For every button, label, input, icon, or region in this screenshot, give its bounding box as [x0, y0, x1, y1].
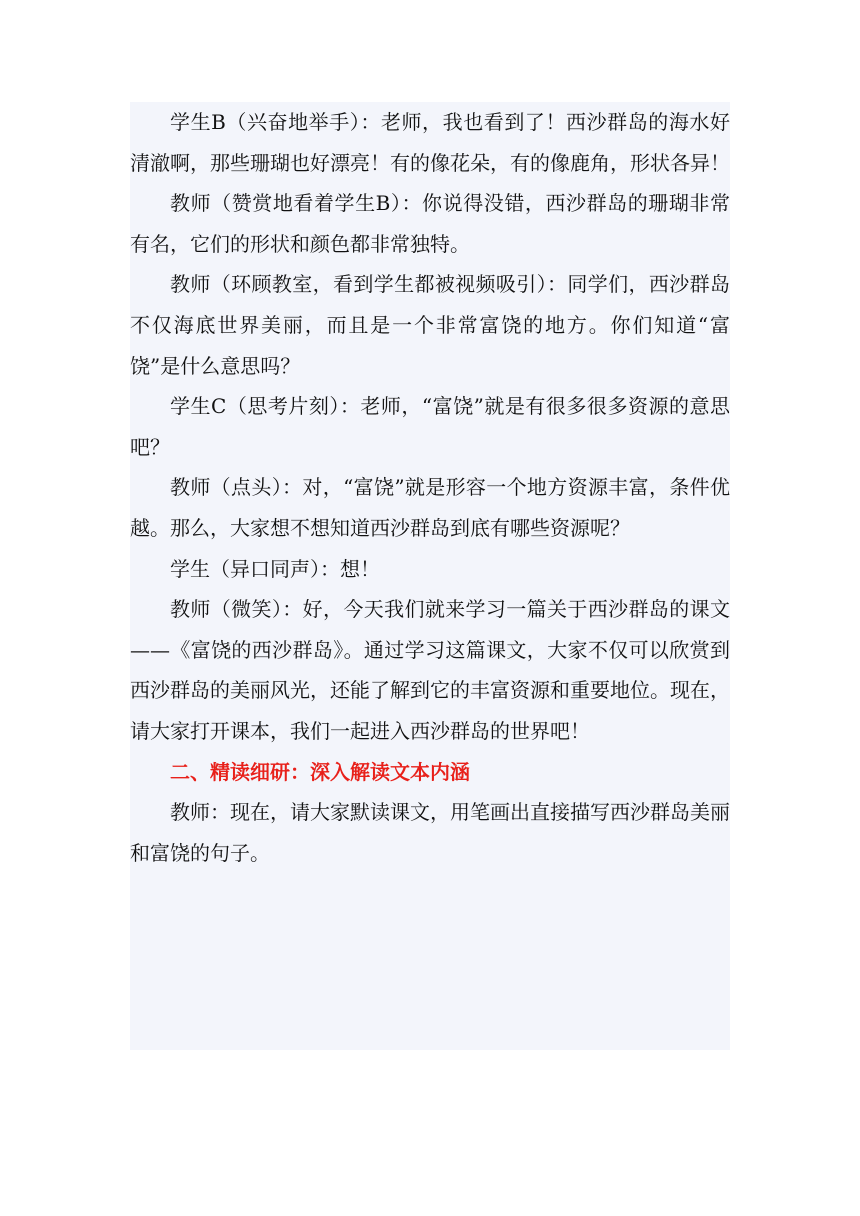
document-text-block: [130, 102, 730, 1050]
paragraph-student-b: 学生B（兴奋地举手）：老师，我也看到了！西沙群岛的海水好清澈啊，那些珊瑚也好漂亮！有的像花朵，有的像鹿角，形状各异！: [130, 110, 730, 175]
paragraph-teacher-instruction: 教师：现在，请大家默读课文，用笔画出直接描写西沙群岛美丽和富饶的句子。: [130, 800, 730, 865]
paragraph-students-chorus: 学生（异口同声）：想！: [170, 556, 380, 581]
section-heading: 二、精读细研：深入解读文本内涵: [170, 759, 470, 784]
paragraph-student-c: 学生C（思考片刻）：老师，“富饶”就是有很多很多资源的意思吧？: [130, 394, 730, 459]
paragraph-teacher-explain: 教师（点头）：对，“富饶”就是形容一个地方资源丰富，条件优越。那么，大家想不想知道西沙群岛到底有哪些资源呢？: [130, 475, 730, 540]
paragraph-teacher-intro-lesson: 教师（微笑）：好，今天我们就来学习一篇关于西沙群岛的课文——《富饶的西沙群岛》。通过学习这篇课文，大家不仅可以欣赏到西沙群岛的美丽风光，还能了解到它的丰富资源和重要地位。现在，请大家打开课本，我们一起进入西沙群岛的世界吧！: [130, 597, 730, 743]
paragraph-teacher-question: 教师（环顾教室，看到学生都被视频吸引）：同学们，西沙群岛不仅海底世界美丽，而且是一个非常富饶的地方。你们知道“富饶”是什么意思吗？: [130, 272, 730, 378]
paragraph-teacher-praise: 教师（赞赏地看着学生B）：你说得没错，西沙群岛的珊瑚非常有名，它们的形状和颜色都非常独特。: [130, 191, 730, 256]
